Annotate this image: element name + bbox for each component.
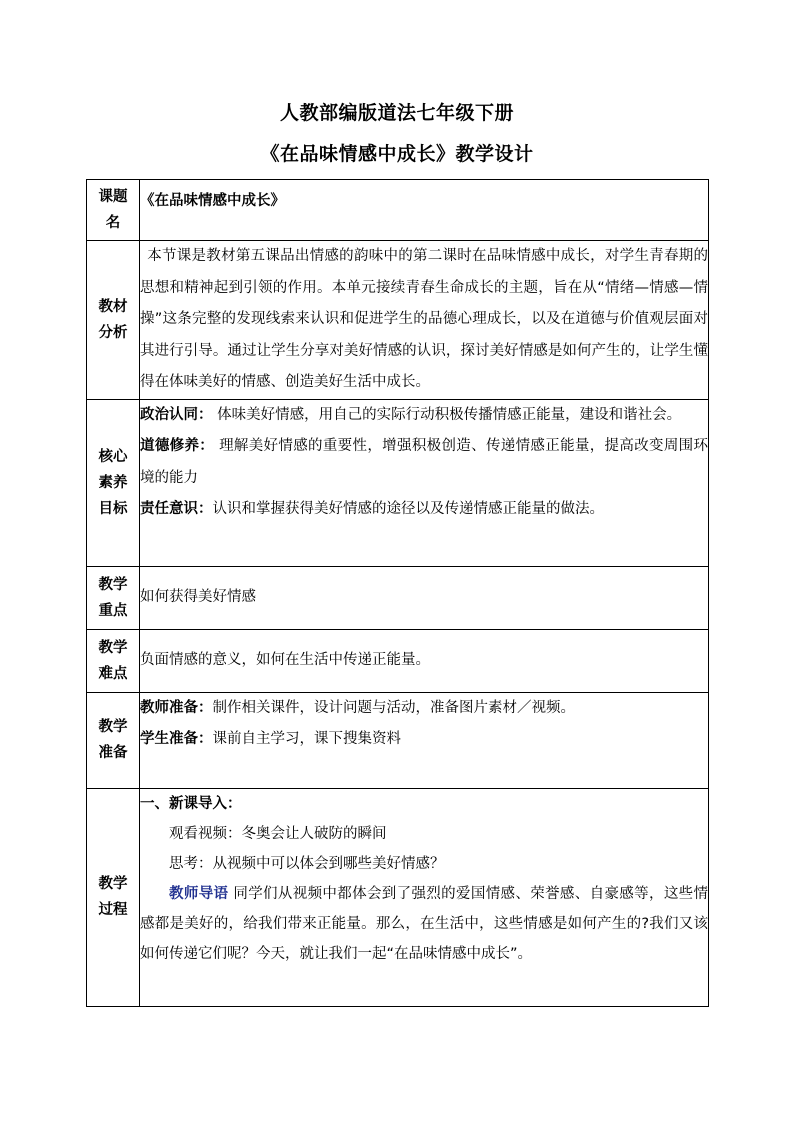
process-teacher-guide: 教师导语 同学们从视频中都体会到了强烈的爱国情感、荣誉感、自豪感等，这些情感都是美好的，给我们带来正能量。那么，在生活中，这些情感是如何产生的?我们又该如何传递它们呢？今天，就让我们一起“在品味情感中成长”。 [140,885,709,962]
row-material [87,241,709,400]
row-topic-label: 课题 名 [87,180,140,241]
row-key-content: 如何获得美好情感 [140,566,709,629]
row-topic [87,180,709,241]
process-section-title: 一、新课导入： [140,795,242,812]
row-process [87,788,709,1006]
prep-student: 学生准备：课前自主学习，课下搜集资料 [140,731,401,747]
literacy-item-moral: 道德修养： 理解美好情感的重要性，增强积极创造、传递情感正能量，提高改变周围环境的能力 [140,438,709,486]
row-difficulty-content: 负面情感的意义，如何在生活中传递正能量。 [140,629,709,692]
row-literacy-content [140,399,709,566]
row-literacy-label: 核心 素养 目标 [87,399,140,566]
row-difficulty-label: 教学 难点 [87,629,140,692]
row-literacy [87,399,709,566]
row-material-content: 本节课是教材第五课品出情感的韵味中的第二课时在品味情感中成长，对学生青春期的思想和精神起到引领的作用。本单元接续青春生命成长的主题，旨在从“情绪—情感—情操”这条完整的发现线索来认识和促进学生的品德心理成长，以及在道德与价值观层面对其进行引导。通过让学生分享对美好情感的认识，探讨美好情感是如何产生的，让学生懂得在体味美好的情感、创造美好生活中成长。 [140,241,709,400]
row-material-label: 教材 分析 [87,241,140,400]
document-title: 人教部编版道法七年级下册 [279,102,514,124]
row-key-label: 教学 重点 [87,566,140,629]
row-difficulty [87,629,709,692]
row-key [87,566,709,629]
row-prep [87,692,709,788]
literacy-item-responsibility: 责任意识：认识和掌握获得美好情感的途径以及传递情感正能量的做法。 [140,501,604,517]
row-prep-label: 教学 准备 [87,692,140,788]
literacy-item-political: 政治认同： 体味美好情感，用自己的实际行动积极传播情感正能量，建设和谐社会。 [140,406,682,423]
prep-teacher: 教师准备：制作相关课件，设计问题与活动，准备图片素材／视频。 [140,699,575,716]
process-line-think: 思考：从视频中可以体会到哪些美好情感？ [169,855,445,872]
document-subtitle: 《在品味情感中成长》教学设计 [260,143,534,165]
row-topic-content: 《在品味情感中成长》 [140,180,709,241]
row-process-content [140,788,709,1006]
lesson-plan-table [86,179,709,1007]
row-process-label: 教学 过程 [87,788,140,1006]
process-line-video: 观看视频：冬奥会让人破防的瞬间 [169,825,387,842]
row-prep-content [140,692,709,788]
